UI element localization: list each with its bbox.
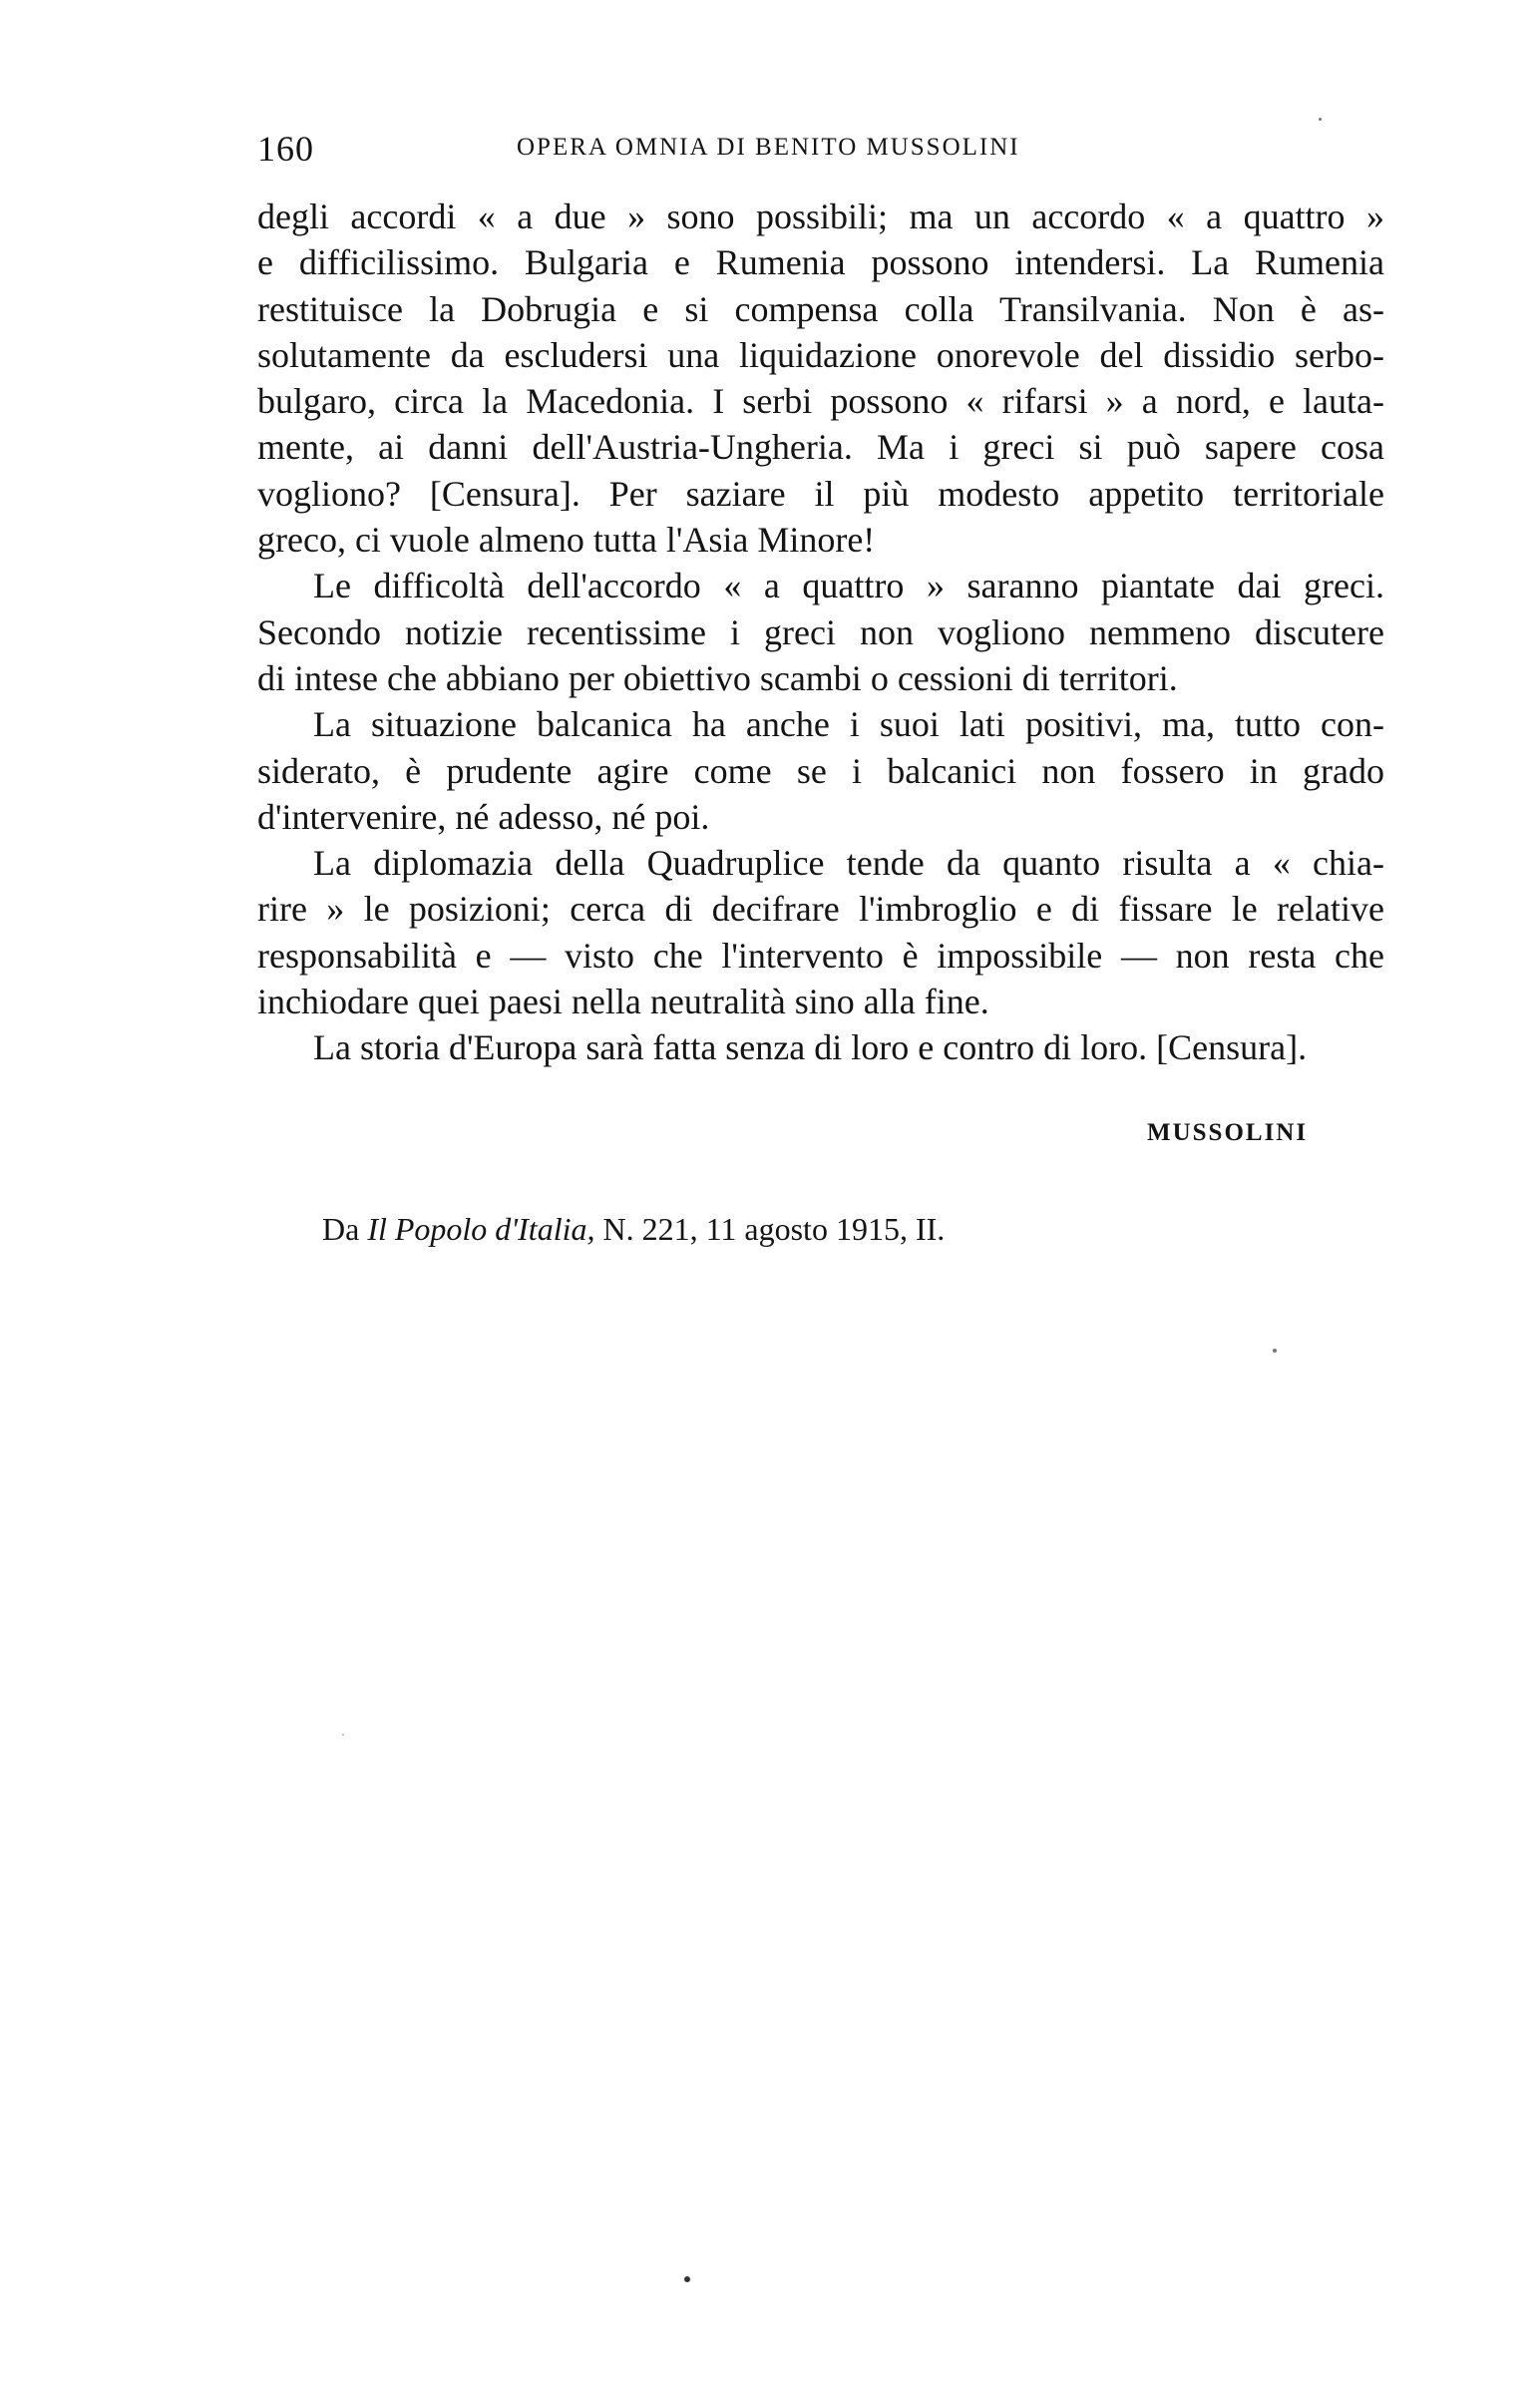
text-line: greco, ci vuole almeno tutta l'Asia Minore!	[257, 520, 876, 561]
text-line: inchiodare quei paesi nella neutralità sino alla fine.	[257, 982, 989, 1022]
text-line: mente, ai danni dell'Austria-Ungheria. Ma i greci si può sapere cosa	[257, 427, 1384, 468]
print-speck	[684, 2276, 690, 2282]
page-header	[257, 128, 1322, 172]
text-line: d'intervenire, né adesso, né poi.	[257, 796, 710, 837]
text-line: vogliono? [Censura]. Per saziare il più modesto appetito territoriale	[257, 473, 1384, 514]
text-line: responsabilità e — visto che l'intervento è impossibile — non resta che	[257, 935, 1384, 976]
print-speck	[342, 1734, 344, 1736]
text-line: La storia d'Europa sarà fatta senza di loro e contro di loro. [Censura].	[313, 1027, 1308, 1068]
text-line: restituisce la Dobrugia e si compensa colla Transilvania. Non è as-	[257, 288, 1384, 329]
text-line: Secondo notizie recentissime i greci non vogliono nemmeno discutere	[257, 611, 1384, 652]
text-line: e difficilissimo. Bulgaria e Rumenia possono intendersi. La Rumenia	[257, 242, 1384, 283]
text-line: solutamente da escludersi una liquidazione onorevole del dissidio serbo-	[257, 334, 1384, 375]
text-line: La diplomazia della Quadruplice tende da quanto risulta a « chia-	[313, 843, 1384, 884]
source-citation	[322, 1211, 945, 1248]
page-number: 160	[257, 129, 314, 169]
text-line: La situazione balcanica ha anche i suoi lati positivi, ma, tutto con-	[313, 704, 1384, 745]
article-body	[257, 194, 1384, 1071]
print-speck	[1273, 1349, 1277, 1353]
source-prefix: Da	[322, 1211, 360, 1247]
running-head: OPERA OMNIA DI BENITO MUSSOLINI	[517, 134, 1020, 161]
author-signature: MUSSOLINI	[1147, 1119, 1309, 1146]
source-newspaper: Il Popolo d'Italia,	[367, 1211, 595, 1247]
text-line: Le difficoltà dell'accordo « a quattro » saranno piantate dai greci.	[313, 566, 1384, 606]
source-details: N. 221, 11 agosto 1915, II.	[602, 1211, 946, 1247]
text-line: siderato, è prudente agire come se i balcanici non fossero in grado	[257, 750, 1384, 791]
text-line: degli accordi « a due » sono possibili; ma un accordo « a quattro »	[257, 197, 1384, 236]
text-line: bulgaro, circa la Macedonia. I serbi possono « rifarsi » a nord, e lauta-	[257, 381, 1384, 422]
text-line: di intese che abbiano per obiettivo scambi o cessioni di territori.	[257, 657, 1178, 698]
text-line: rire » le posizioni; cerca di decifrare l'imbroglio e di fissare le relative	[257, 889, 1384, 930]
print-speck	[1319, 118, 1322, 121]
